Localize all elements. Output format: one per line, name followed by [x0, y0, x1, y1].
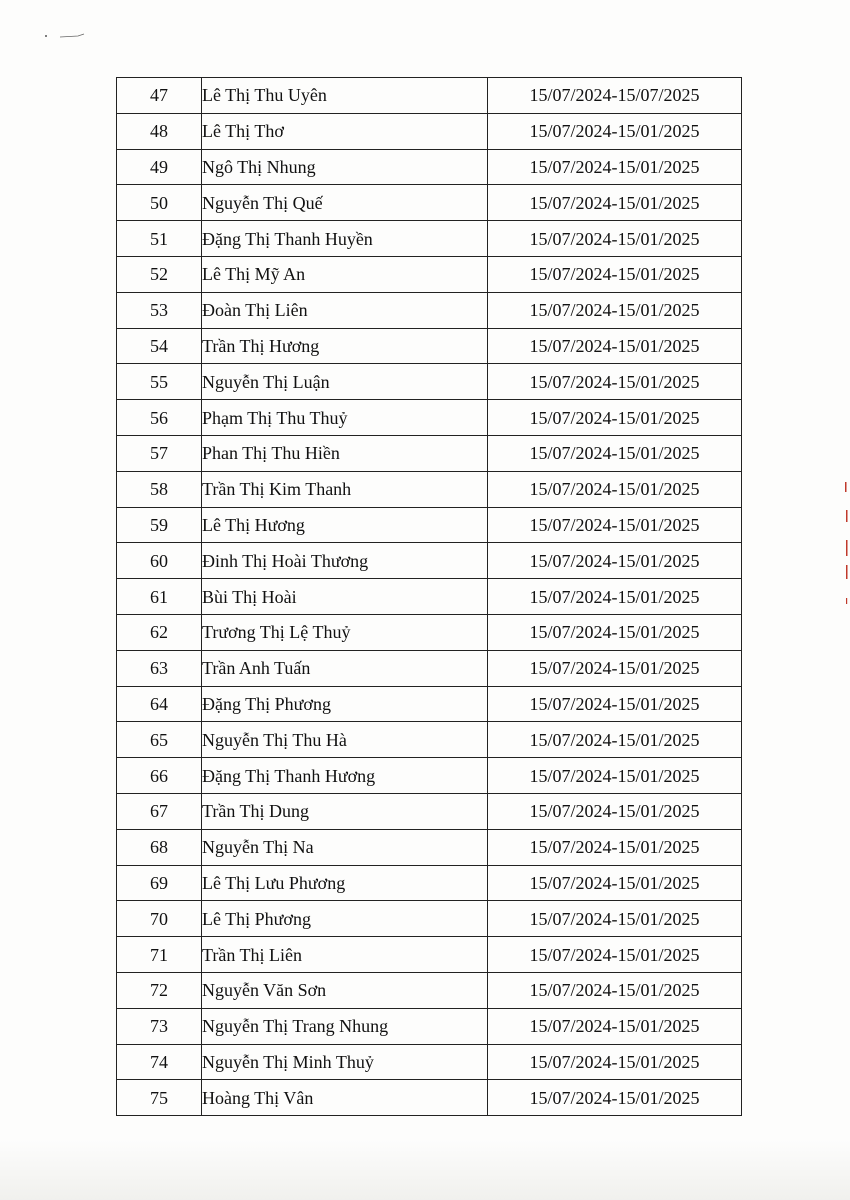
contract-period: 15/07/2024-15/01/2025: [488, 793, 742, 829]
row-number: 51: [117, 221, 202, 257]
employee-name: Lê Thị Phương: [202, 901, 488, 937]
table-row: [117, 865, 742, 901]
table-row: [117, 758, 742, 794]
row-number: 66: [117, 758, 202, 794]
employee-name: Đinh Thị Hoài Thương: [202, 543, 488, 579]
employee-name: Lê Thị Thu Uyên: [202, 78, 488, 114]
table-row: [117, 78, 742, 114]
table-row: [117, 1008, 742, 1044]
employee-name: Trần Thị Hương: [202, 328, 488, 364]
row-number: 69: [117, 865, 202, 901]
contract-period: 15/07/2024-15/01/2025: [488, 221, 742, 257]
row-number: 54: [117, 328, 202, 364]
table-row: [117, 543, 742, 579]
employee-name: Lê Thị Mỹ An: [202, 256, 488, 292]
table-row: [117, 1080, 742, 1116]
contract-period: 15/07/2024-15/01/2025: [488, 758, 742, 794]
employee-name: Nguyễn Thị Minh Thuỷ: [202, 1044, 488, 1080]
row-number: 56: [117, 400, 202, 436]
table-row: [117, 579, 742, 615]
contract-period: 15/07/2024-15/01/2025: [488, 1080, 742, 1116]
employee-name: Đặng Thị Phương: [202, 686, 488, 722]
contract-period: 15/07/2024-15/01/2025: [488, 865, 742, 901]
row-number: 47: [117, 78, 202, 114]
margin-stamp-edge: [836, 480, 850, 610]
table-row: [117, 972, 742, 1008]
contract-period: 15/07/2024-15/01/2025: [488, 650, 742, 686]
table-row: [117, 901, 742, 937]
table-row: [117, 256, 742, 292]
employee-name: Hoàng Thị Vân: [202, 1080, 488, 1116]
table-row: [117, 471, 742, 507]
row-number: 55: [117, 364, 202, 400]
contract-period: 15/07/2024-15/01/2025: [488, 400, 742, 436]
contract-period: 15/07/2024-15/01/2025: [488, 507, 742, 543]
employee-name: Lê Thị Hương: [202, 507, 488, 543]
row-number: 49: [117, 149, 202, 185]
contract-period: 15/07/2024-15/01/2025: [488, 722, 742, 758]
row-number: 64: [117, 686, 202, 722]
row-number: 62: [117, 614, 202, 650]
table-row: [117, 221, 742, 257]
row-number: 60: [117, 543, 202, 579]
scan-artifact-mark: [40, 30, 90, 40]
employee-name: Trương Thị Lệ Thuỷ: [202, 614, 488, 650]
row-number: 68: [117, 829, 202, 865]
row-number: 63: [117, 650, 202, 686]
contract-period: 15/07/2024-15/01/2025: [488, 901, 742, 937]
table-row: [117, 722, 742, 758]
table-row: [117, 292, 742, 328]
row-number: 65: [117, 722, 202, 758]
contract-period: 15/07/2024-15/01/2025: [488, 364, 742, 400]
employee-name: Ngô Thị Nhung: [202, 149, 488, 185]
employee-name: Bùi Thị Hoài: [202, 579, 488, 615]
table-row: [117, 364, 742, 400]
employee-name: Nguyễn Thị Trang Nhung: [202, 1008, 488, 1044]
table-row: [117, 113, 742, 149]
contract-period: 15/07/2024-15/01/2025: [488, 435, 742, 471]
employee-name: Lê Thị Lưu Phương: [202, 865, 488, 901]
table-row: [117, 149, 742, 185]
table-row: [117, 400, 742, 436]
employee-name: Lê Thị Thơ: [202, 113, 488, 149]
table-row: [117, 435, 742, 471]
table-row: [117, 793, 742, 829]
contract-period: 15/07/2024-15/01/2025: [488, 543, 742, 579]
contract-period: 15/07/2024-15/01/2025: [488, 614, 742, 650]
contract-period: 15/07/2024-15/01/2025: [488, 1008, 742, 1044]
contract-period: 15/07/2024-15/01/2025: [488, 829, 742, 865]
contract-period: 15/07/2024-15/01/2025: [488, 686, 742, 722]
contract-period: 15/07/2024-15/01/2025: [488, 1044, 742, 1080]
row-number: 52: [117, 256, 202, 292]
table-row: [117, 507, 742, 543]
row-number: 57: [117, 435, 202, 471]
row-number: 72: [117, 972, 202, 1008]
contract-period: 15/07/2024-15/01/2025: [488, 471, 742, 507]
employee-name: Trần Thị Dung: [202, 793, 488, 829]
employee-name: Đặng Thị Thanh Huyền: [202, 221, 488, 257]
contract-period: 15/07/2024-15/01/2025: [488, 937, 742, 973]
table-row: [117, 650, 742, 686]
row-number: 53: [117, 292, 202, 328]
row-number: 71: [117, 937, 202, 973]
employee-name: Nguyễn Thị Luận: [202, 364, 488, 400]
employee-name: Trần Anh Tuấn: [202, 650, 488, 686]
employee-name: Phạm Thị Thu Thuỷ: [202, 400, 488, 436]
table-row: [117, 686, 742, 722]
employee-name: Nguyễn Thị Quế: [202, 185, 488, 221]
employee-name: Phan Thị Thu Hiền: [202, 435, 488, 471]
row-number: 73: [117, 1008, 202, 1044]
contract-period: 15/07/2024-15/01/2025: [488, 256, 742, 292]
employee-name: Nguyễn Thị Na: [202, 829, 488, 865]
table-row: [117, 185, 742, 221]
table-body: [117, 78, 742, 1116]
scan-bottom-shade: [0, 1140, 850, 1200]
contract-period: 15/07/2024-15/01/2025: [488, 579, 742, 615]
table-row: [117, 328, 742, 364]
contract-period: 15/07/2024-15/01/2025: [488, 113, 742, 149]
contract-period: 15/07/2024-15/01/2025: [488, 185, 742, 221]
contract-period: 15/07/2024-15/01/2025: [488, 292, 742, 328]
employee-name: Trần Thị Liên: [202, 937, 488, 973]
contract-period: 15/07/2024-15/01/2025: [488, 328, 742, 364]
row-number: 74: [117, 1044, 202, 1080]
row-number: 70: [117, 901, 202, 937]
row-number: 50: [117, 185, 202, 221]
contract-period: 15/07/2024-15/01/2025: [488, 972, 742, 1008]
table-row: [117, 937, 742, 973]
table-row: [117, 829, 742, 865]
contract-period: 15/07/2024-15/07/2025: [488, 78, 742, 114]
row-number: 61: [117, 579, 202, 615]
employee-name: Nguyễn Văn Sơn: [202, 972, 488, 1008]
employee-name: Đặng Thị Thanh Hương: [202, 758, 488, 794]
employee-name: Trần Thị Kim Thanh: [202, 471, 488, 507]
contract-period: 15/07/2024-15/01/2025: [488, 149, 742, 185]
employee-name: Nguyễn Thị Thu Hà: [202, 722, 488, 758]
row-number: 58: [117, 471, 202, 507]
row-number: 75: [117, 1080, 202, 1116]
row-number: 67: [117, 793, 202, 829]
employee-list-table: [116, 77, 742, 1116]
table-row: [117, 1044, 742, 1080]
table-row: [117, 614, 742, 650]
row-number: 59: [117, 507, 202, 543]
row-number: 48: [117, 113, 202, 149]
employee-name: Đoàn Thị Liên: [202, 292, 488, 328]
